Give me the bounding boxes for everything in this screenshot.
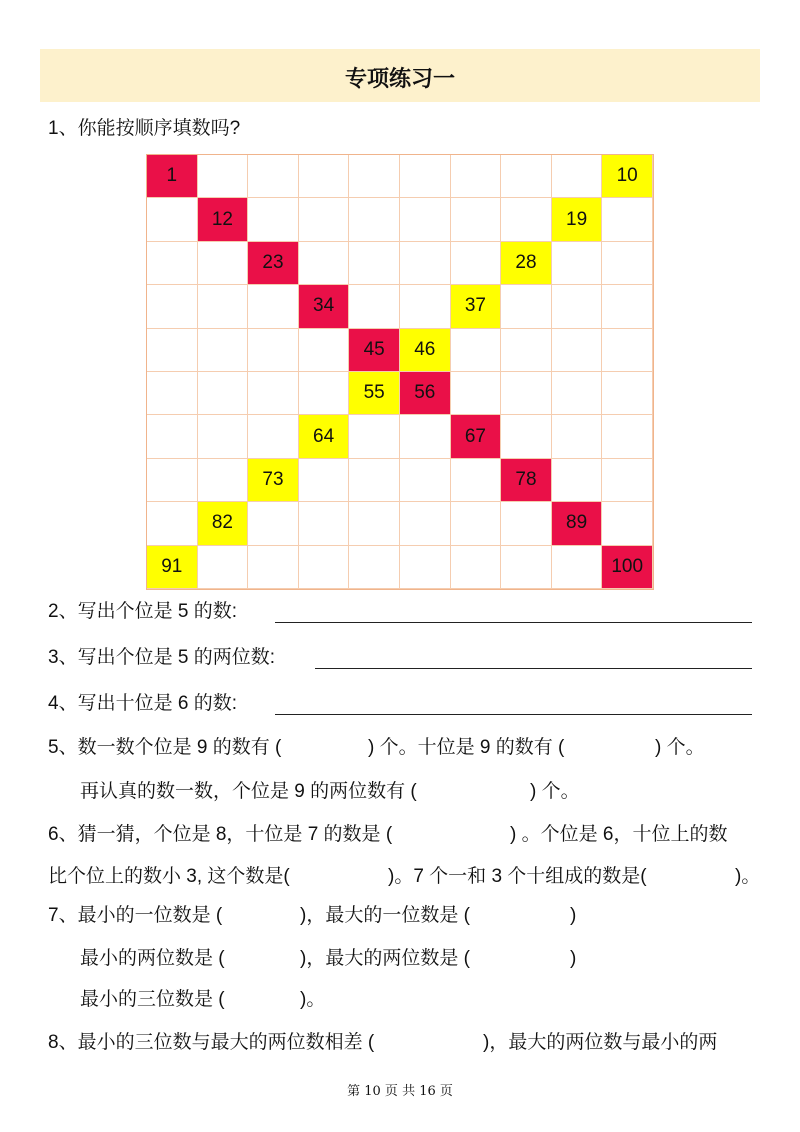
question-5b-part: 再认真的数一数，个位是 9 的两位数有 ( <box>80 781 417 802</box>
grid-cell-empty[interactable] <box>147 198 198 241</box>
grid-cell-empty[interactable] <box>299 459 350 502</box>
grid-cell-empty[interactable] <box>400 459 451 502</box>
grid-cell-empty[interactable] <box>501 285 552 328</box>
answer-line-4[interactable] <box>275 714 752 715</box>
question-5-part: ) 个。十位是 9 的数有 ( <box>368 737 565 758</box>
grid-cell-empty[interactable] <box>451 155 502 198</box>
grid-cell-empty[interactable] <box>602 502 653 545</box>
grid-cell-empty[interactable] <box>198 285 249 328</box>
grid-cell-empty[interactable] <box>349 459 400 502</box>
grid-cell-filled: 28 <box>501 242 552 285</box>
page-title: 专项练习一 <box>344 66 455 91</box>
grid-cell-empty[interactable] <box>501 198 552 241</box>
question-6b-part: )。 <box>735 866 761 887</box>
grid-cell-empty[interactable] <box>299 372 350 415</box>
grid-cell-empty[interactable] <box>400 502 451 545</box>
grid-cell-empty[interactable] <box>501 546 552 589</box>
grid-cell-empty[interactable] <box>248 155 299 198</box>
grid-cell-filled: 10 <box>602 155 653 198</box>
grid-cell-empty[interactable] <box>248 285 299 328</box>
grid-cell-empty[interactable] <box>451 502 502 545</box>
grid-cell-filled: 23 <box>248 242 299 285</box>
number-grid <box>146 154 654 590</box>
grid-cell-empty[interactable] <box>602 285 653 328</box>
grid-cell-empty[interactable] <box>198 415 249 458</box>
question-6-part: 6、猜一猜，个位是 8，十位是 7 的数是 ( <box>48 824 393 845</box>
grid-cell-empty[interactable] <box>451 546 502 589</box>
grid-cell-empty[interactable] <box>147 372 198 415</box>
grid-cell-empty[interactable] <box>198 372 249 415</box>
question-3: 3、写出个位是 5 的两位数: <box>48 647 275 668</box>
grid-cell-empty[interactable] <box>248 415 299 458</box>
grid-cell-empty[interactable] <box>602 372 653 415</box>
grid-cell-filled: 91 <box>147 546 198 589</box>
grid-cell-empty[interactable] <box>349 198 400 241</box>
answer-line-3[interactable] <box>315 668 752 669</box>
grid-cell-empty[interactable] <box>349 155 400 198</box>
grid-cell-empty[interactable] <box>198 242 249 285</box>
grid-cell-filled: 56 <box>400 372 451 415</box>
grid-cell-empty[interactable] <box>349 242 400 285</box>
grid-cell-filled: 45 <box>349 329 400 372</box>
grid-cell-empty[interactable] <box>400 242 451 285</box>
question-7-part: )，最大的一位数是 ( <box>300 905 470 926</box>
grid-cell-empty[interactable] <box>602 459 653 502</box>
grid-cell-empty[interactable] <box>400 415 451 458</box>
grid-cell-empty[interactable] <box>198 459 249 502</box>
grid-cell-empty[interactable] <box>602 415 653 458</box>
question-6-part: ) 。个位是 6，十位上的数 <box>510 824 728 845</box>
grid-cell-empty[interactable] <box>198 546 249 589</box>
grid-cell-empty[interactable] <box>552 285 603 328</box>
grid-cell-filled: 89 <box>552 502 603 545</box>
question-7c-part: )。 <box>300 989 326 1010</box>
grid-cell-empty[interactable] <box>501 155 552 198</box>
grid-cell-filled: 78 <box>501 459 552 502</box>
grid-cell-empty[interactable] <box>299 546 350 589</box>
grid-cell-empty[interactable] <box>501 415 552 458</box>
grid-cell-empty[interactable] <box>552 459 603 502</box>
grid-cell-empty[interactable] <box>400 198 451 241</box>
question-7-part: ) <box>570 905 577 926</box>
grid-cell-empty[interactable] <box>451 242 502 285</box>
grid-cell-empty[interactable] <box>451 329 502 372</box>
grid-cell-filled: 55 <box>349 372 400 415</box>
grid-cell-empty[interactable] <box>299 329 350 372</box>
grid-cell-empty[interactable] <box>501 372 552 415</box>
grid-cell-empty[interactable] <box>349 502 400 545</box>
grid-cell-empty[interactable] <box>552 329 603 372</box>
grid-cell-empty[interactable] <box>299 198 350 241</box>
question-7b-part: ) <box>570 948 577 969</box>
grid-cell-empty[interactable] <box>451 459 502 502</box>
grid-cell-filled: 19 <box>552 198 603 241</box>
grid-cell-empty[interactable] <box>552 155 603 198</box>
grid-cell-empty[interactable] <box>147 242 198 285</box>
grid-cell-filled: 34 <box>299 285 350 328</box>
grid-cell-filled: 100 <box>602 546 653 589</box>
question-7b-part: )，最大的两位数是 ( <box>300 948 470 969</box>
grid-cell-empty[interactable] <box>147 502 198 545</box>
question-7b-part: 最小的两位数是 ( <box>80 948 225 969</box>
grid-cell-empty[interactable] <box>299 155 350 198</box>
question-6b-part: 比个位上的数小 3, 这个数是( <box>48 866 290 887</box>
grid-cell-empty[interactable] <box>198 155 249 198</box>
grid-cell-empty[interactable] <box>349 415 400 458</box>
page-footer: 第 10 页 共 16 页 <box>347 1084 453 1099</box>
grid-cell-empty[interactable] <box>248 329 299 372</box>
grid-cell-empty[interactable] <box>400 285 451 328</box>
grid-cell-filled: 67 <box>451 415 502 458</box>
grid-cell-filled: 82 <box>198 502 249 545</box>
grid-cell-empty[interactable] <box>198 329 249 372</box>
grid-cell-empty[interactable] <box>400 546 451 589</box>
grid-cell-empty[interactable] <box>248 372 299 415</box>
grid-cell-empty[interactable] <box>349 285 400 328</box>
answer-line-2[interactable] <box>275 622 752 623</box>
question-5-part: 5、数一数个位是 9 的数有 ( <box>48 737 282 758</box>
grid-cell-empty[interactable] <box>501 329 552 372</box>
question-5b-part: ) 个。 <box>530 781 580 802</box>
grid-cell-empty[interactable] <box>248 198 299 241</box>
grid-cell-empty[interactable] <box>400 155 451 198</box>
grid-cell-empty[interactable] <box>602 198 653 241</box>
question-8-part: )，最大的两位数与最小的两 <box>483 1032 718 1053</box>
grid-cell-empty[interactable] <box>602 242 653 285</box>
grid-cell-empty[interactable] <box>451 372 502 415</box>
grid-cell-empty[interactable] <box>147 415 198 458</box>
title-banner <box>40 49 760 102</box>
question-8-part: 8、最小的三位数与最大的两位数相差 ( <box>48 1032 375 1053</box>
question-7c-part: 最小的三位数是 ( <box>80 989 225 1010</box>
grid-cell-empty[interactable] <box>602 329 653 372</box>
grid-cell-filled: 37 <box>451 285 502 328</box>
grid-cell-empty[interactable] <box>299 242 350 285</box>
grid-cell-empty[interactable] <box>552 415 603 458</box>
grid-cell-empty[interactable] <box>299 502 350 545</box>
grid-cell-empty[interactable] <box>552 372 603 415</box>
question-2: 2、写出个位是 5 的数: <box>48 601 237 622</box>
grid-cell-empty[interactable] <box>552 242 603 285</box>
grid-cell-filled: 64 <box>299 415 350 458</box>
grid-cell-empty[interactable] <box>248 546 299 589</box>
question-1: 1、你能按顺序填数吗? <box>48 118 241 139</box>
grid-cell-empty[interactable] <box>552 546 603 589</box>
question-7-part: 7、最小的一位数是 ( <box>48 905 223 926</box>
grid-cell-filled: 46 <box>400 329 451 372</box>
question-5-part: ) 个。 <box>655 737 705 758</box>
grid-cell-empty[interactable] <box>147 329 198 372</box>
grid-cell-empty[interactable] <box>451 198 502 241</box>
grid-cell-filled: 1 <box>147 155 198 198</box>
question-4: 4、写出十位是 6 的数: <box>48 693 237 714</box>
grid-cell-empty[interactable] <box>501 502 552 545</box>
grid-cell-empty[interactable] <box>147 285 198 328</box>
question-6b-part: )。7 个一和 3 个十组成的数是( <box>388 866 647 887</box>
grid-cell-empty[interactable] <box>248 502 299 545</box>
grid-cell-filled: 73 <box>248 459 299 502</box>
grid-cell-filled: 12 <box>198 198 249 241</box>
grid-cell-empty[interactable] <box>147 459 198 502</box>
grid-cell-empty[interactable] <box>349 546 400 589</box>
